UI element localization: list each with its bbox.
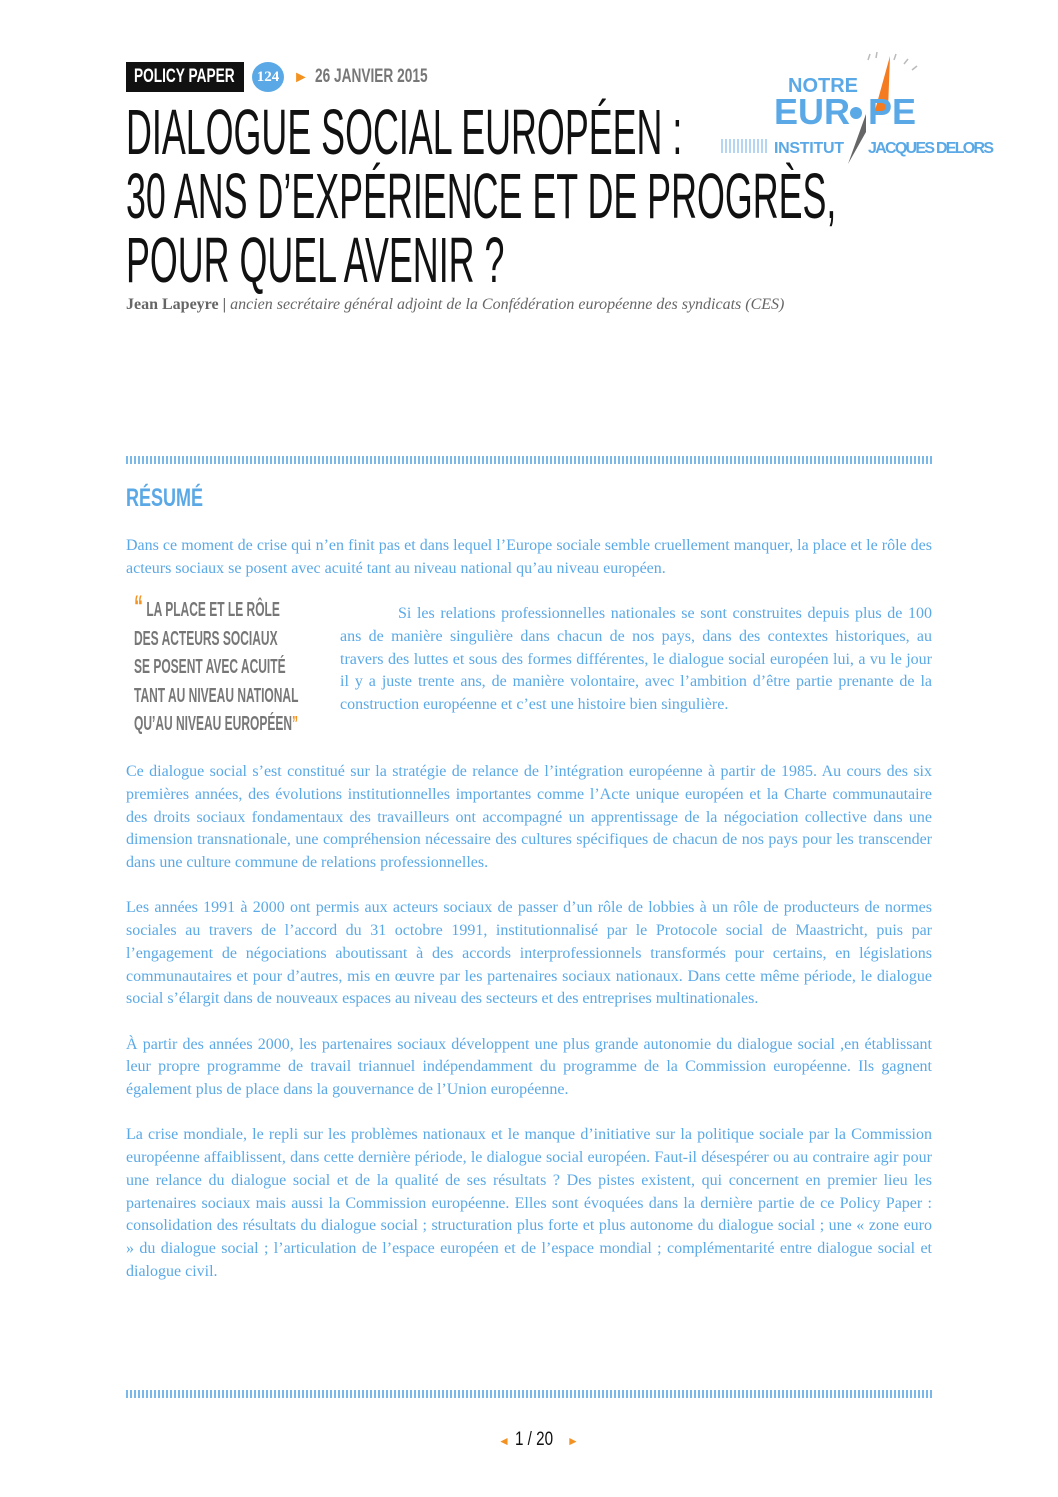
body-paragraph: La crise mondiale, le repli sur les problèmes nationaux et le manque d’initiative sur la politique sociale par la Commission européenne affaiblissent, dans cette dernière période, le dialogue social européen. Faut-il désespérer ou au contraire agir pour une relance du dialogue social et de la qualité de ses résultats ? Des pistes existent, qui concernent en premier lieu les partenaires sociaux mais aussi la Commission européenne. Elles sont évoquées dans la dernière partie de ce Policy Paper : consolidation des résultats du dialogue social ; structuration plus forte et plus autonome du dialogue social ; une « zone euro » du dialogue social ; l’articulation de l’espace européen et de l’espace mondial ; complémentarité entre dialogue social et dialogue civil. <box>126 1126 932 1280</box>
body-paragraph: Ce dialogue social s’est constitué sur la stratégie de relance de l’intégration européenne à partir de 1985. Au cours des six premières années, des évolutions institutionnelles importantes comme l’Acte unique européen et la Charte communautaire des droits sociaux fondamentaux des travailleurs ont accompagné un apprentissage de la négociation collective dans une dimension transnationale, une compréhension nécessaire des cultures spécifiques de chacun de nos pays pour les transcender dans une culture commune de relations professionnelles. <box>126 763 932 872</box>
document-title <box>126 96 1058 296</box>
body-paragraph: À partir des années 2000, les partenaires sociaux développent une plus grande autonomie du dialogue social ,en établissant leur propre programme de travail triannuel indépendamment du programme de la Commission européenne. Ils gagnent également plus de place dans la gouvernance de l’Union européenne. <box>126 1035 932 1099</box>
title-line: 30 ANS D’EXPÉRIENCE ET DE PROGRÈS, <box>126 160 837 232</box>
author-name: Jean Lapeyre <box>126 296 219 313</box>
arrow-left-icon: ◄ <box>498 1434 510 1448</box>
pull-quote: “ LA PLACE ET LE RÔLE DES ACTEURS SOCIAUX SE POSENT AVEC ACUITÉ TANT AU NIVEAU NATIONAL QU’AU NIVEAU EUROPÉEN” <box>134 590 299 736</box>
body-paragraph: Les années 1991 à 2000 ont permis aux acteurs sociaux de passer d’un rôle de lobbies à un rôle de producteurs de normes sociales au travers de l’accord du 31 octobre 1991, institutionnalisé par le Protocole social de Maastricht, puis par l’engagement de négociations aboutissant à des accords interprofessionnels transformés pour certains, en législations communautaires et pour d’autres, mis en œuvre par les partenaires sociaux nationaux. Dans cette même période, le dialogue social s’élargit dans de nouveaux espaces au niveau des secteurs et des entreprises multinationales. <box>126 899 932 1008</box>
svg-text:INSTITUT: INSTITUT <box>774 140 844 157</box>
page-number: ◄ 1 / 20 ► <box>498 1429 579 1450</box>
author-line <box>126 296 784 314</box>
title-line: POUR QUEL AVENIR ? <box>126 224 505 296</box>
close-quote-icon: ” <box>292 713 299 736</box>
open-quote-icon: “ <box>134 590 143 624</box>
quote-row <box>126 590 932 739</box>
svg-text:EUR: EUR <box>774 91 851 132</box>
body-paragraph: Si les relations professionnelles nationales se sont construites depuis plus de 100 ans de manière singulière dans chacun de nos pays, dans des contextes historiques, au travers des luttes et sous des formes différentes, le dialogue social européen lui, a vu le jour il y a juste trente ans, de manière volontaire, avec l’ambition d’être partie prenante de la construction européenne et c’est une histoire bien singulière. <box>340 605 932 713</box>
dotted-divider <box>126 1390 932 1398</box>
author-role: ancien secrétaire général adjoint de la Confédération européenne des syndicats (CES) <box>230 296 785 313</box>
issue-number-badge: 124 <box>252 62 284 92</box>
separator: | <box>222 296 227 313</box>
intro-paragraph: Dans ce moment de crise qui n’en finit pas et dans lequel l’Europe sociale semble cruellement manquer, la place et le rôle des acteurs sociaux se posent avec acuité tant au niveau national qu’au niveau européen. <box>126 537 932 577</box>
policy-paper-tag: POLICY PAPER <box>126 62 244 92</box>
svg-text:NOTRE: NOTRE <box>788 75 858 97</box>
summary-body <box>126 535 932 1306</box>
dotted-divider <box>126 456 932 464</box>
svg-text:PE: PE <box>868 91 917 132</box>
publication-date: 26 JANVIER 2015 <box>315 66 428 87</box>
section-title: RÉSUMÉ <box>126 484 204 512</box>
arrow-icon: ► <box>293 69 309 86</box>
svg-text:JACQUES DELORS: JACQUES DELORS <box>868 140 994 157</box>
arrow-right-icon: ► <box>566 1434 579 1448</box>
title-line: DIALOGUE SOCIAL EUROPÉEN : <box>126 96 683 168</box>
